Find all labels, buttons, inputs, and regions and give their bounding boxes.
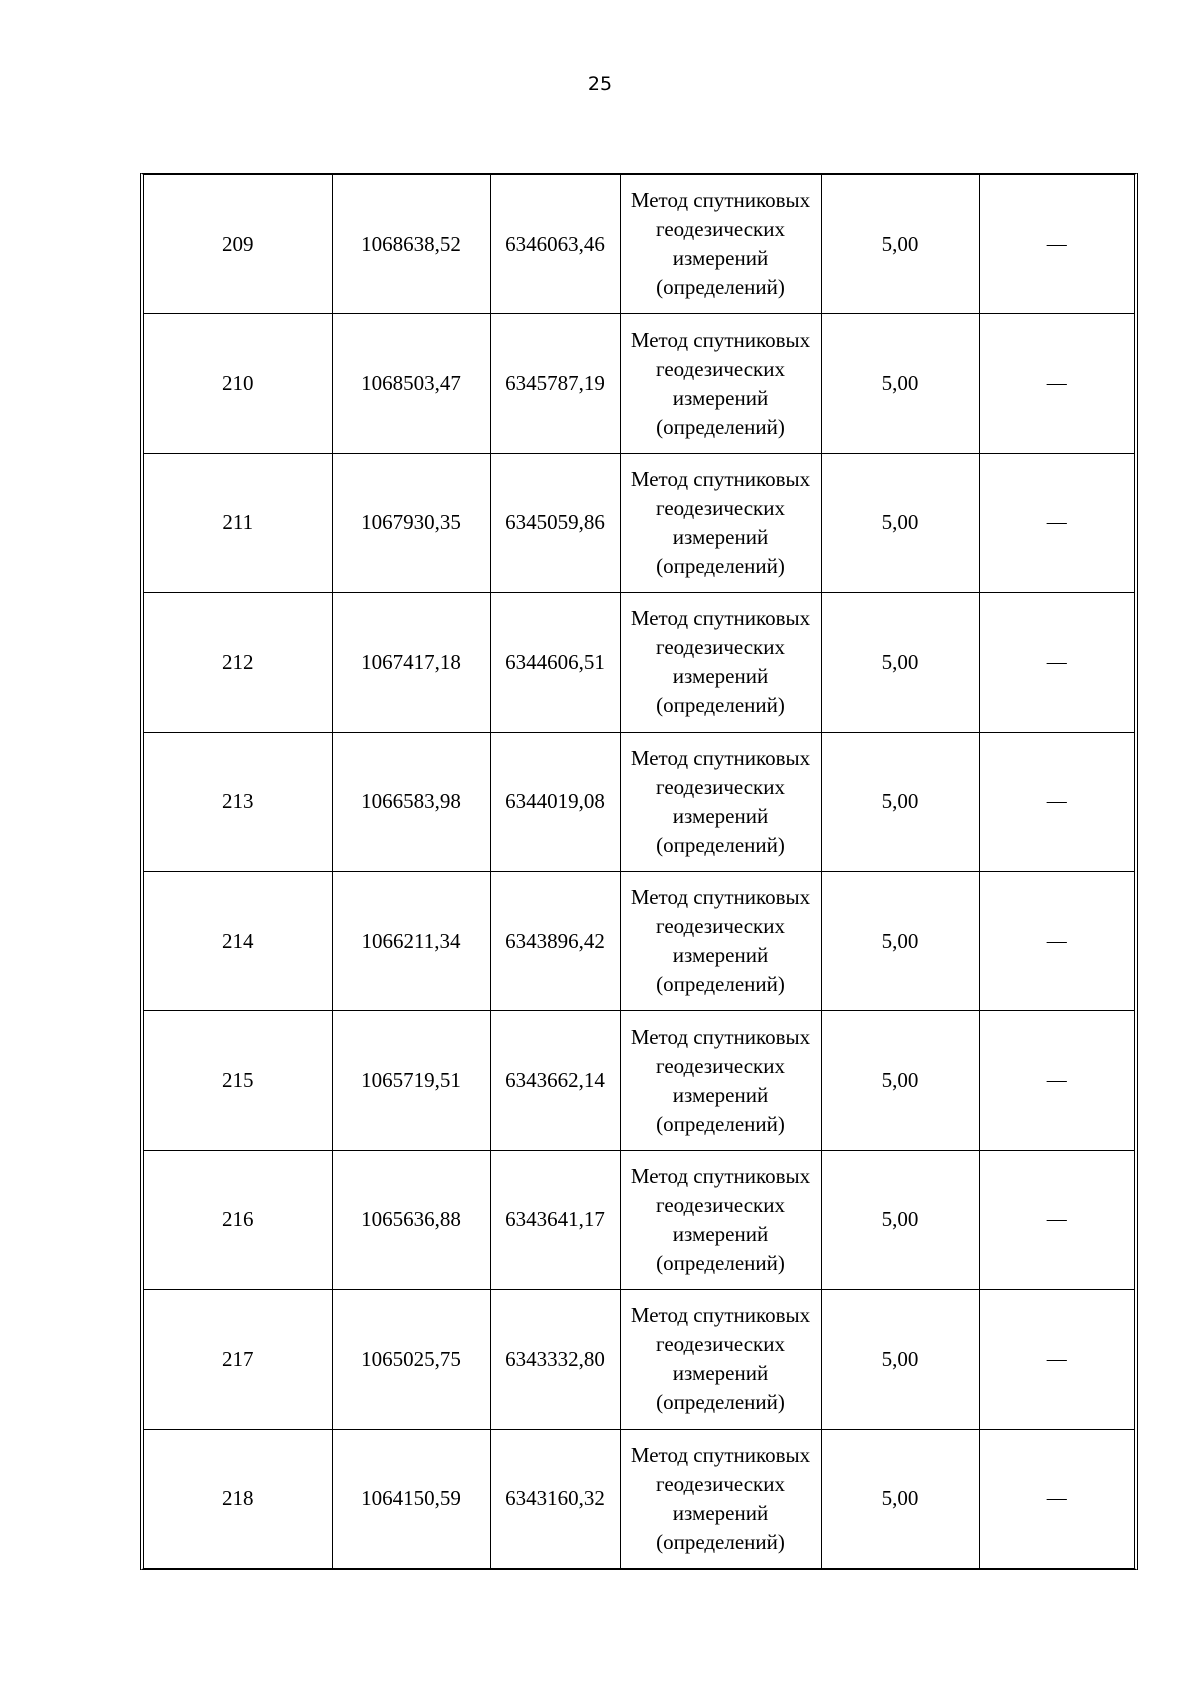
note-cell: — [979, 453, 1134, 592]
coordinate-y-cell: 6344019,08 [490, 732, 620, 871]
accuracy-cell: 5,00 [821, 593, 979, 732]
note-cell: — [979, 871, 1134, 1010]
coordinate-y-cell: 6343896,42 [490, 871, 620, 1010]
coordinates-table [144, 175, 1134, 1568]
method-cell: Метод спутниковых геодезических измерений (определений) [620, 314, 821, 453]
accuracy-cell: 5,00 [821, 175, 979, 314]
point-number-cell: 213 [144, 732, 332, 871]
coordinate-y-cell: 6344606,51 [490, 593, 620, 732]
accuracy-cell: 5,00 [821, 1011, 979, 1150]
point-number-cell: 209 [144, 175, 332, 314]
coordinates-table-frame [140, 173, 1138, 1570]
coordinate-x-cell: 1066583,98 [332, 732, 490, 871]
method-cell: Метод спутниковых геодезических измерений (определений) [620, 1150, 821, 1289]
point-number-cell: 212 [144, 593, 332, 732]
method-cell: Метод спутниковых геодезических измерений (определений) [620, 1011, 821, 1150]
table-row [144, 871, 1134, 1010]
table-row [144, 1011, 1134, 1150]
accuracy-cell: 5,00 [821, 732, 979, 871]
method-cell: Метод спутниковых геодезических измерений (определений) [620, 1290, 821, 1429]
coordinate-y-cell: 6343662,14 [490, 1011, 620, 1150]
point-number-cell: 216 [144, 1150, 332, 1289]
page-number: 25 [587, 73, 613, 95]
point-number-cell: 211 [144, 453, 332, 592]
coordinate-x-cell: 1065719,51 [332, 1011, 490, 1150]
coordinate-x-cell: 1064150,59 [332, 1429, 490, 1568]
table-row [144, 1150, 1134, 1289]
method-cell: Метод спутниковых геодезических измерений (определений) [620, 453, 821, 592]
point-number-cell: 214 [144, 871, 332, 1010]
note-cell: — [979, 314, 1134, 453]
point-number-cell: 217 [144, 1290, 332, 1429]
coordinate-y-cell: 6345059,86 [490, 453, 620, 592]
table-row [144, 453, 1134, 592]
accuracy-cell: 5,00 [821, 453, 979, 592]
table-row [144, 175, 1134, 314]
table-row [144, 314, 1134, 453]
method-cell: Метод спутниковых геодезических измерений (определений) [620, 732, 821, 871]
accuracy-cell: 5,00 [821, 1429, 979, 1568]
note-cell: — [979, 732, 1134, 871]
coordinate-y-cell: 6346063,46 [490, 175, 620, 314]
table-row [144, 1429, 1134, 1568]
coordinate-x-cell: 1065636,88 [332, 1150, 490, 1289]
point-number-cell: 210 [144, 314, 332, 453]
note-cell: — [979, 1011, 1134, 1150]
note-cell: — [979, 175, 1134, 314]
method-cell: Метод спутниковых геодезических измерений (определений) [620, 1429, 821, 1568]
table-row [144, 593, 1134, 732]
point-number-cell: 218 [144, 1429, 332, 1568]
note-cell: — [979, 1429, 1134, 1568]
coordinate-x-cell: 1066211,34 [332, 871, 490, 1010]
coordinate-y-cell: 6343332,80 [490, 1290, 620, 1429]
method-cell: Метод спутниковых геодезических измерений (определений) [620, 871, 821, 1010]
coordinate-y-cell: 6343160,32 [490, 1429, 620, 1568]
method-cell: Метод спутниковых геодезических измерений (определений) [620, 593, 821, 732]
accuracy-cell: 5,00 [821, 1150, 979, 1289]
method-cell: Метод спутниковых геодезических измерений (определений) [620, 175, 821, 314]
point-number-cell: 215 [144, 1011, 332, 1150]
table-row [144, 1290, 1134, 1429]
accuracy-cell: 5,00 [821, 1290, 979, 1429]
coordinate-y-cell: 6345787,19 [490, 314, 620, 453]
coordinate-x-cell: 1067417,18 [332, 593, 490, 732]
accuracy-cell: 5,00 [821, 314, 979, 453]
table-row [144, 732, 1134, 871]
coordinate-x-cell: 1067930,35 [332, 453, 490, 592]
coordinate-x-cell: 1068638,52 [332, 175, 490, 314]
accuracy-cell: 5,00 [821, 871, 979, 1010]
coordinate-x-cell: 1068503,47 [332, 314, 490, 453]
coordinate-x-cell: 1065025,75 [332, 1290, 490, 1429]
coordinate-y-cell: 6343641,17 [490, 1150, 620, 1289]
note-cell: — [979, 593, 1134, 732]
note-cell: — [979, 1290, 1134, 1429]
note-cell: — [979, 1150, 1134, 1289]
